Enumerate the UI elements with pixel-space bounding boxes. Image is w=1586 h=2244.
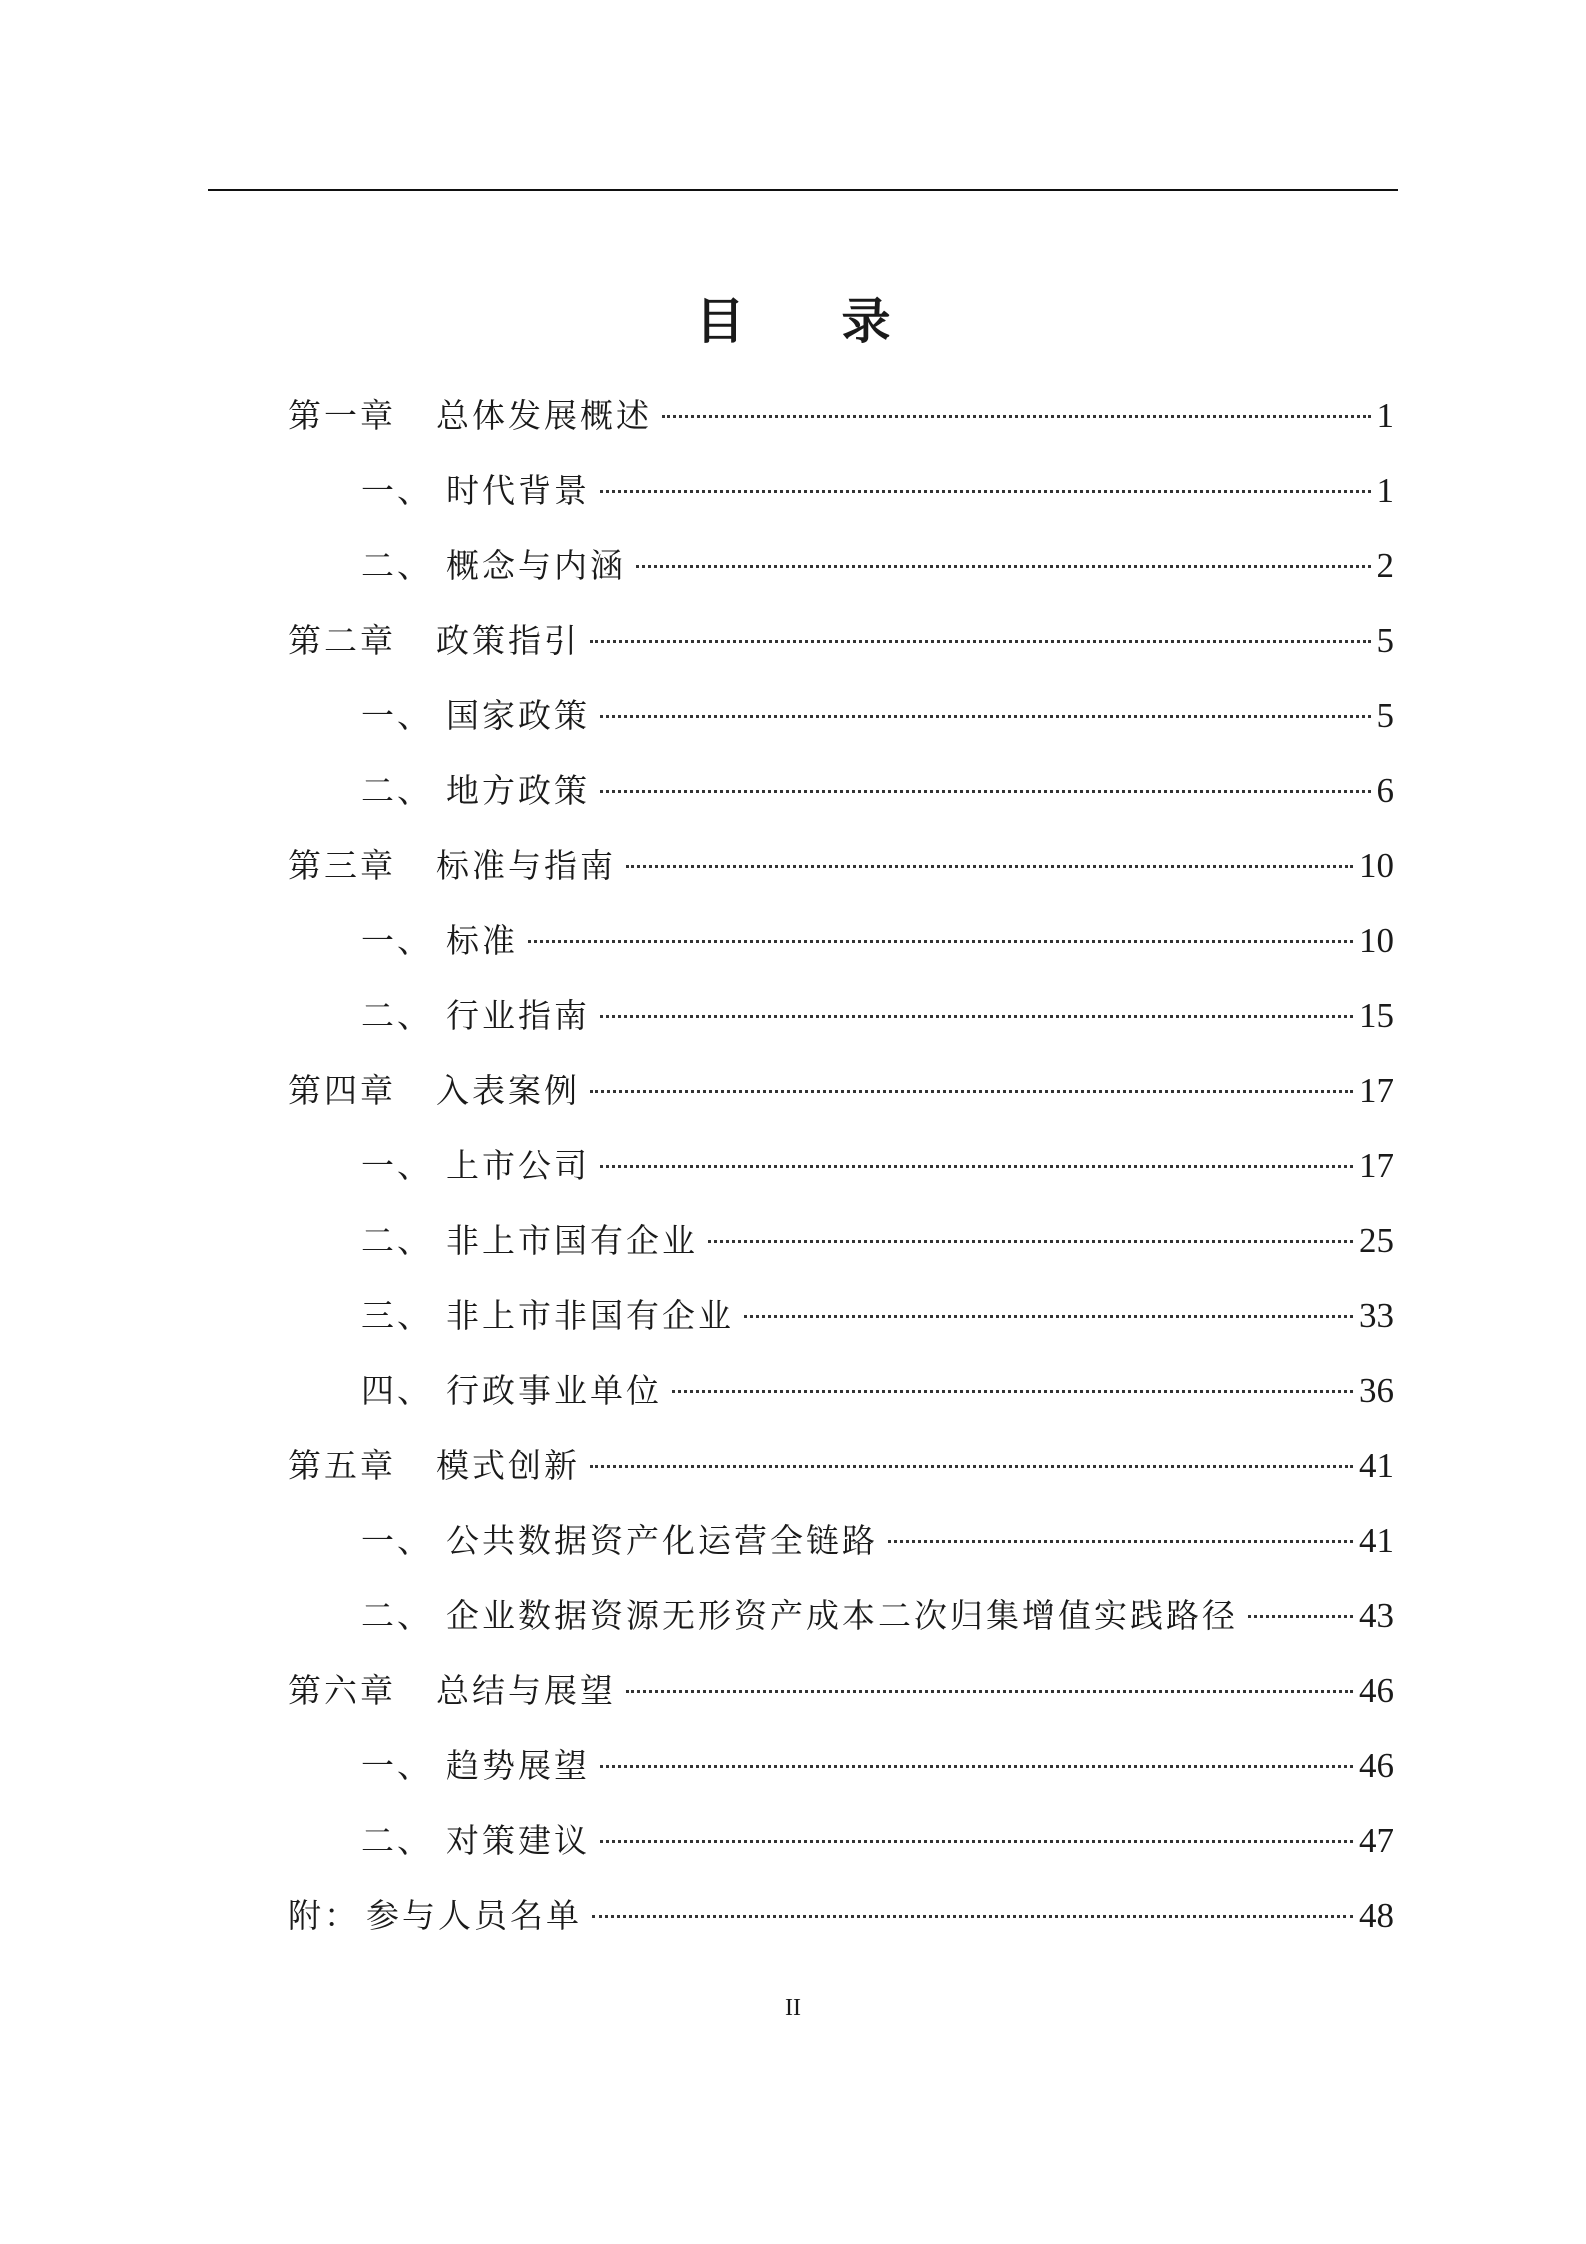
toc-section-entry[interactable] — [288, 1128, 1394, 1203]
toc-page-number: 6 — [1376, 771, 1394, 810]
toc-chapter-entry[interactable] — [288, 828, 1394, 903]
toc-entry-label — [361, 753, 590, 828]
toc-page-number: 46 — [1359, 1746, 1394, 1785]
toc-page-number: 41 — [1359, 1446, 1394, 1485]
toc-entry-number: 第三章 — [288, 846, 396, 885]
toc-chapter-entry[interactable] — [288, 1878, 1394, 1953]
header-rule — [208, 189, 1398, 191]
toc-chapter-entry[interactable] — [288, 603, 1394, 678]
toc-entry-number: 一、 — [361, 1146, 433, 1185]
toc-entry-number: 第二章 — [288, 621, 396, 660]
toc-page-number: 5 — [1376, 696, 1394, 735]
toc-entry-label — [361, 453, 590, 528]
toc-entry-label — [361, 1803, 590, 1878]
toc-entry-title: 公共数据资产化运营全链路 — [446, 1521, 878, 1560]
toc-dot-leader — [600, 790, 1371, 793]
toc-entry-label — [361, 978, 590, 1053]
toc-section-entry[interactable] — [288, 1728, 1394, 1803]
toc-entry-label — [361, 1278, 734, 1353]
toc-dot-leader — [626, 1690, 1353, 1693]
toc-section-entry[interactable] — [288, 1353, 1394, 1428]
toc-entry-label — [361, 1353, 662, 1428]
toc-section-entry[interactable] — [288, 453, 1394, 528]
toc-entry-number: 二、 — [361, 1596, 433, 1635]
toc-dot-leader — [636, 565, 1371, 568]
toc-dot-leader — [528, 940, 1353, 943]
toc-page-number: 5 — [1376, 621, 1394, 660]
toc-page-number: 36 — [1359, 1371, 1394, 1410]
toc-entry-title: 总体发展概述 — [436, 396, 652, 435]
toc-entry-number: 附： — [288, 1896, 360, 1935]
toc-entry-number: 第一章 — [288, 396, 396, 435]
toc-section-entry[interactable] — [288, 903, 1394, 978]
toc-entry-title: 标准与指南 — [436, 846, 616, 885]
toc-entry-title: 标准 — [446, 921, 518, 960]
toc-entry-label — [361, 903, 518, 978]
toc-section-entry[interactable] — [288, 1503, 1394, 1578]
toc-chapter-entry[interactable] — [288, 378, 1394, 453]
toc-page-number: 10 — [1359, 846, 1394, 885]
toc-entry-label — [288, 1653, 616, 1728]
toc-dot-leader — [744, 1315, 1353, 1318]
toc-entry-number: 一、 — [361, 471, 433, 510]
toc-page-number: 33 — [1359, 1296, 1394, 1335]
toc-entry-title: 上市公司 — [446, 1146, 590, 1185]
toc-entry-title: 非上市国有企业 — [446, 1221, 698, 1260]
toc-entry-label — [361, 678, 590, 753]
toc-entry-number: 一、 — [361, 696, 433, 735]
toc-entry-number: 一、 — [361, 921, 433, 960]
page-title: 目 录 — [695, 293, 931, 350]
toc-section-entry[interactable] — [288, 1278, 1394, 1353]
toc-section-entry[interactable] — [288, 978, 1394, 1053]
toc-chapter-entry[interactable] — [288, 1653, 1394, 1728]
toc-entry-number: 二、 — [361, 1221, 433, 1260]
toc-entry-number: 三、 — [361, 1296, 433, 1335]
toc-entry-label — [361, 1503, 878, 1578]
toc-dot-leader — [590, 640, 1371, 643]
toc-page-number: 17 — [1359, 1146, 1394, 1185]
toc-entry-number: 二、 — [361, 546, 433, 585]
toc-entry-title: 时代背景 — [446, 471, 590, 510]
toc-entry-label — [288, 603, 580, 678]
toc-entry-number: 二、 — [361, 996, 433, 1035]
table-of-contents — [288, 378, 1394, 1953]
toc-entry-title: 趋势展望 — [446, 1746, 590, 1785]
toc-entry-label — [361, 1728, 590, 1803]
toc-page-number: 10 — [1359, 921, 1394, 960]
toc-page-number: 2 — [1376, 546, 1394, 585]
toc-dot-leader — [672, 1390, 1353, 1393]
toc-entry-label — [361, 1128, 590, 1203]
toc-page-number: 43 — [1359, 1596, 1394, 1635]
toc-entry-title: 入表案例 — [436, 1071, 580, 1110]
toc-entry-label — [361, 1203, 698, 1278]
toc-entry-label — [288, 828, 616, 903]
toc-entry-label — [361, 1578, 1238, 1653]
toc-dot-leader — [600, 1015, 1353, 1018]
toc-dot-leader — [626, 865, 1353, 868]
toc-section-entry[interactable] — [288, 528, 1394, 603]
toc-entry-label — [361, 528, 626, 603]
toc-dot-leader — [1248, 1615, 1353, 1618]
toc-page-number: 25 — [1359, 1221, 1394, 1260]
toc-chapter-entry[interactable] — [288, 1428, 1394, 1503]
toc-dot-leader — [590, 1090, 1353, 1093]
toc-page-number: 1 — [1376, 471, 1394, 510]
toc-section-entry[interactable] — [288, 1203, 1394, 1278]
toc-dot-leader — [590, 1465, 1353, 1468]
toc-dot-leader — [600, 490, 1371, 493]
toc-page-number: 47 — [1359, 1821, 1394, 1860]
toc-entry-title: 政策指引 — [436, 621, 580, 660]
toc-entry-title: 概念与内涵 — [446, 546, 626, 585]
page-number: II — [785, 1995, 801, 2021]
toc-page-number: 1 — [1376, 396, 1394, 435]
toc-entry-number: 第五章 — [288, 1446, 396, 1485]
toc-section-entry[interactable] — [288, 753, 1394, 828]
toc-page-number: 15 — [1359, 996, 1394, 1035]
toc-section-entry[interactable] — [288, 678, 1394, 753]
toc-section-entry[interactable] — [288, 1578, 1394, 1653]
toc-page-number: 17 — [1359, 1071, 1394, 1110]
toc-entry-title: 对策建议 — [446, 1821, 590, 1860]
toc-dot-leader — [600, 1840, 1353, 1843]
toc-entry-title: 地方政策 — [446, 771, 590, 810]
toc-entry-number: 一、 — [361, 1521, 433, 1560]
toc-dot-leader — [600, 1165, 1353, 1168]
toc-entry-number: 二、 — [361, 1821, 433, 1860]
toc-entry-number: 一、 — [361, 1746, 433, 1785]
toc-entry-number: 第四章 — [288, 1071, 396, 1110]
toc-dot-leader — [662, 415, 1371, 418]
toc-entry-title: 国家政策 — [446, 696, 590, 735]
toc-entry-label — [288, 1878, 582, 1953]
toc-page-number: 48 — [1359, 1896, 1394, 1935]
toc-entry-title: 非上市非国有企业 — [446, 1296, 734, 1335]
toc-dot-leader — [600, 715, 1371, 718]
toc-entry-number: 第六章 — [288, 1671, 396, 1710]
toc-entry-label — [288, 378, 652, 453]
toc-entry-number: 二、 — [361, 771, 433, 810]
toc-dot-leader — [888, 1540, 1353, 1543]
toc-entry-title: 参与人员名单 — [366, 1896, 582, 1935]
toc-section-entry[interactable] — [288, 1803, 1394, 1878]
toc-entry-title: 行政事业单位 — [446, 1371, 662, 1410]
toc-entry-title: 模式创新 — [436, 1446, 580, 1485]
toc-dot-leader — [592, 1915, 1353, 1918]
toc-entry-title: 企业数据资源无形资产成本二次归集增值实践路径 — [446, 1596, 1238, 1635]
toc-page-number: 46 — [1359, 1671, 1394, 1710]
toc-chapter-entry[interactable] — [288, 1053, 1394, 1128]
toc-page-number: 41 — [1359, 1521, 1394, 1560]
toc-entry-title: 行业指南 — [446, 996, 590, 1035]
toc-entry-number: 四、 — [361, 1371, 433, 1410]
toc-dot-leader — [708, 1240, 1353, 1243]
toc-dot-leader — [600, 1765, 1353, 1768]
toc-entry-title: 总结与展望 — [436, 1671, 616, 1710]
toc-entry-label — [288, 1428, 580, 1503]
toc-entry-label — [288, 1053, 580, 1128]
